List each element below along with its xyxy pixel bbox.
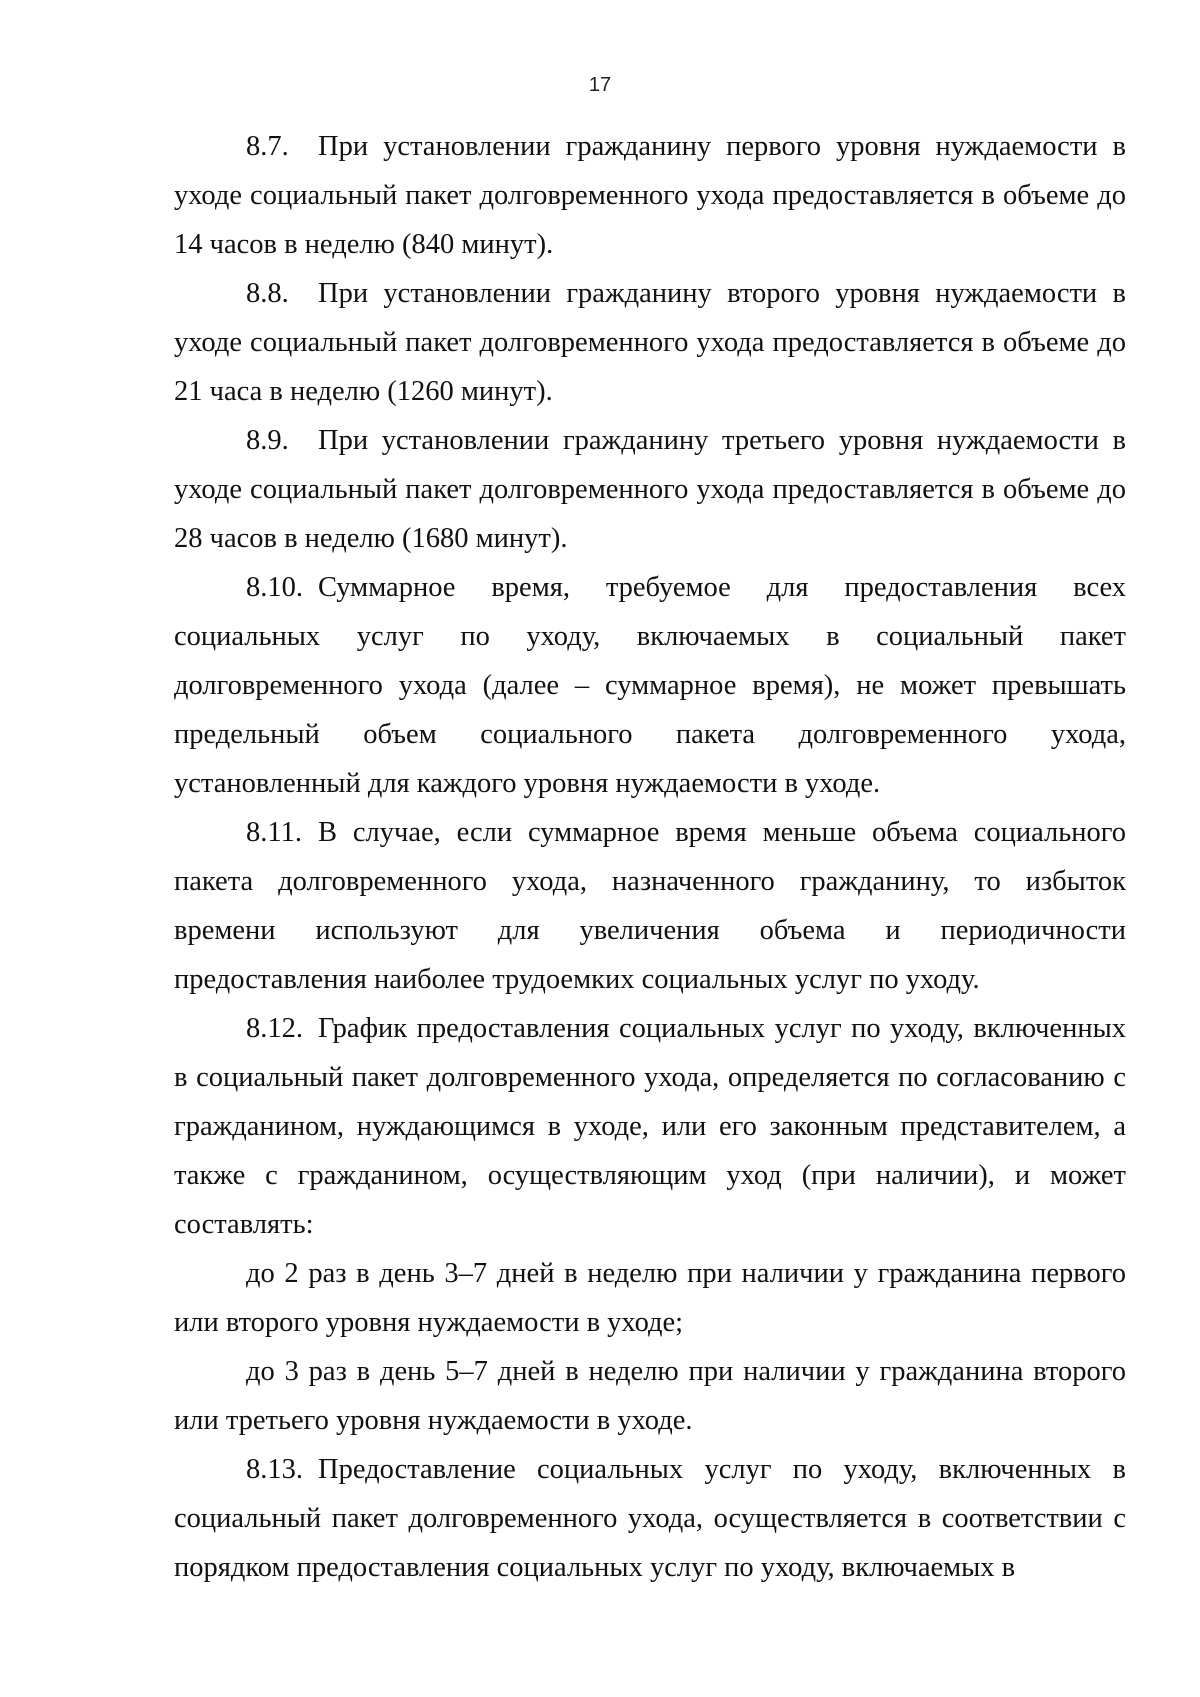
paragraph-8-10 — [174, 563, 1126, 808]
paragraph-8-12 — [174, 1004, 1126, 1249]
paragraph-number: 8.12. — [246, 1013, 303, 1044]
page-number: 17 — [588, 74, 612, 96]
paragraph-schedule-option-1 — [174, 1249, 1126, 1347]
paragraph-number: 8.8. — [246, 278, 289, 309]
paragraph-text: При установлении гражданину первого уровня нуждаемости в уходе социальный пакет долговременного ухода предоставляется в объеме до 14 часов в неделю (840 минут). — [174, 131, 1126, 260]
paragraph-text: до 3 раз в день 5–7 дней в неделю при наличии у гражданина второго или третьего уровня нуждаемости в уходе. — [174, 1356, 1126, 1436]
paragraph-text: Предоставление социальных услуг по уходу, включенных в социальный пакет долговременного ухода, осуществляется в соответствии с порядком предоставления социальных услуг по уходу, включаемых в — [174, 1454, 1126, 1583]
paragraph-8-8 — [174, 269, 1126, 416]
paragraph-number: 8.11. — [246, 817, 302, 848]
paragraph-text: При установлении гражданину третьего уровня нуждаемости в уходе социальный пакет долговременного ухода предоставляется в объеме до 28 часов в неделю (1680 минут). — [174, 425, 1126, 554]
paragraph-number: 8.7. — [246, 131, 289, 162]
paragraph-text: График предоставления социальных услуг по уходу, включенных в социальный пакет долговременного ухода, определяется по согласованию с гражданином, нуждающимся в уходе, или его законным представителем, а также с гражданином, осуществляющим уход (при наличии), и может составлять: — [174, 1013, 1126, 1240]
paragraph-text: При установлении гражданину второго уровня нуждаемости в уходе социальный пакет долговременного ухода предоставляется в объеме до 21 часа в неделю (1260 минут). — [174, 278, 1126, 407]
paragraph-8-11 — [174, 808, 1126, 1004]
paragraph-text: до 2 раз в день 3–7 дней в неделю при наличии у гражданина первого или второго уровня нуждаемости в уходе; — [174, 1258, 1126, 1338]
paragraph-text: В случае, если суммарное время меньше объема социального пакета долговременного ухода, назначенного гражданину, то избыток времени используют для увеличения объема и периодичности предоставления наиболее трудоемких социальных услуг по уходу. — [174, 817, 1126, 995]
paragraph-number: 8.13. — [246, 1454, 303, 1485]
paragraph-8-9 — [174, 416, 1126, 563]
paragraph-8-13 — [174, 1445, 1126, 1592]
paragraph-number: 8.10. — [246, 572, 303, 603]
paragraph-number: 8.9. — [246, 425, 289, 456]
paragraph-schedule-option-2 — [174, 1347, 1126, 1445]
document-body — [174, 122, 1126, 1592]
paragraph-8-7 — [174, 122, 1126, 269]
paragraph-text: Суммарное время, требуемое для предоставления всех социальных услуг по уходу, включаемых в социальный пакет долговременного ухода (далее – суммарное время), не может превышать предельный объем социального пакета долговременного ухода, установленный для каждого уровня нуждаемости в уходе. — [174, 572, 1126, 799]
